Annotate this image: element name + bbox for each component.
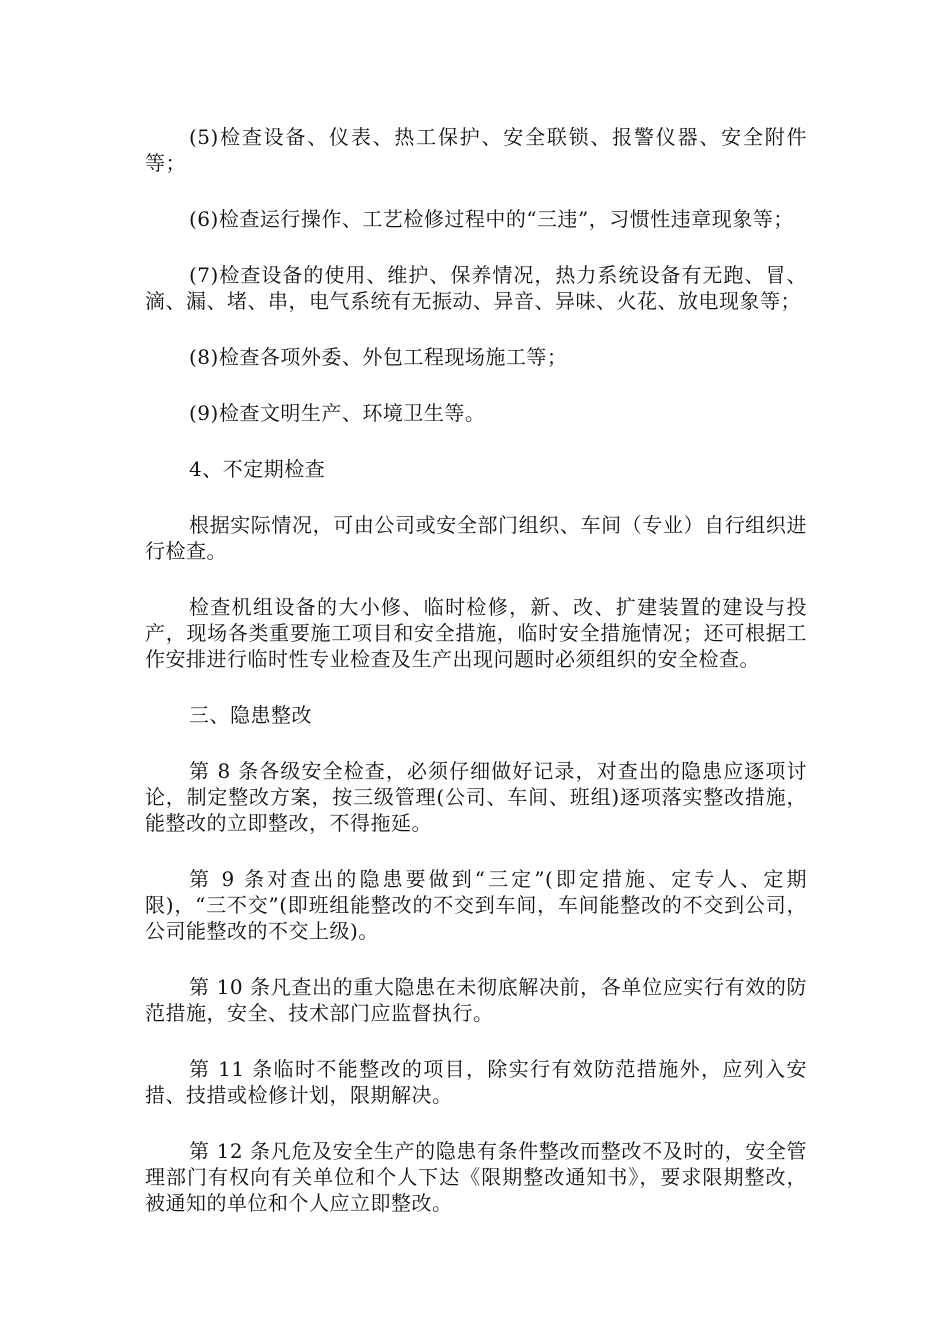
paragraph-item-5: (5)检查设备、仪表、热工保护、安全联锁、报警仪器、安全附件等； — [145, 125, 807, 175]
paragraph-irregular-scope: 检查机组设备的大小修、临时检修，新、改、扩建装置的建设与投产，现场各类重要施工项目和安全措施，临时安全措施情况；还可根据工作安排进行临时性专业检查及生产出现问题时必须组织的安全检查。 — [145, 595, 807, 671]
paragraph-item-8: (8)检查各项外委、外包工程现场施工等； — [189, 345, 568, 369]
section-heading-hazard-rectification: 三、隐患整改 — [189, 703, 312, 727]
paragraph-item-6: (6)检查运行操作、工艺检修过程中的“三违”，习惯性违章现象等； — [189, 207, 794, 231]
article-11: 第 11 条临时不能整改的项目，除实行有效防范措施外，应列入安措、技措或检修计划，限期解决。 — [145, 1057, 807, 1107]
article-10: 第 10 条凡查出的重大隐患在未彻底解决前，各单位应实行有效的防范措施，安全、技术部门应监督执行。 — [145, 975, 807, 1025]
paragraph-item-7: (7)检查设备的使用、维护、保养情况，热力系统设备有无跑、冒、滴、漏、堵、串，电气系统有无振动、异音、异味、火花、放电现象等； — [145, 263, 807, 313]
article-8: 第 8 条各级安全检查，必须仔细做好记录，对查出的隐患应逐项讨论，制定整改方案，按三级管理(公司、车间、班组)逐项落实整改措施，能整改的立即整改，不得拖延。 — [145, 759, 807, 835]
paragraph-irregular-organization: 根据实际情况，可由公司或安全部门组织、车间（专业）自行组织进行检查。 — [145, 513, 807, 563]
paragraph-item-9: (9)检查文明生产、环境卫生等。 — [189, 401, 486, 425]
article-12: 第 12 条凡危及安全生产的隐患有条件整改而整改不及时的，安全管理部门有权向有关单位和个人下达《限期整改通知书》，要求限期整改，被通知的单位和个人应立即整改。 — [145, 1139, 807, 1215]
document-page — [145, 124, 807, 1216]
section-heading-irregular-inspection: 4、不定期检查 — [189, 457, 326, 481]
article-9: 第 9 条对查出的隐患要做到“三定”(即定措施、定专人、定期限)，“三不交”(即班组能整改的不交到车间，车间能整改的不交到公司，公司能整改的不交上级)。 — [145, 867, 807, 943]
